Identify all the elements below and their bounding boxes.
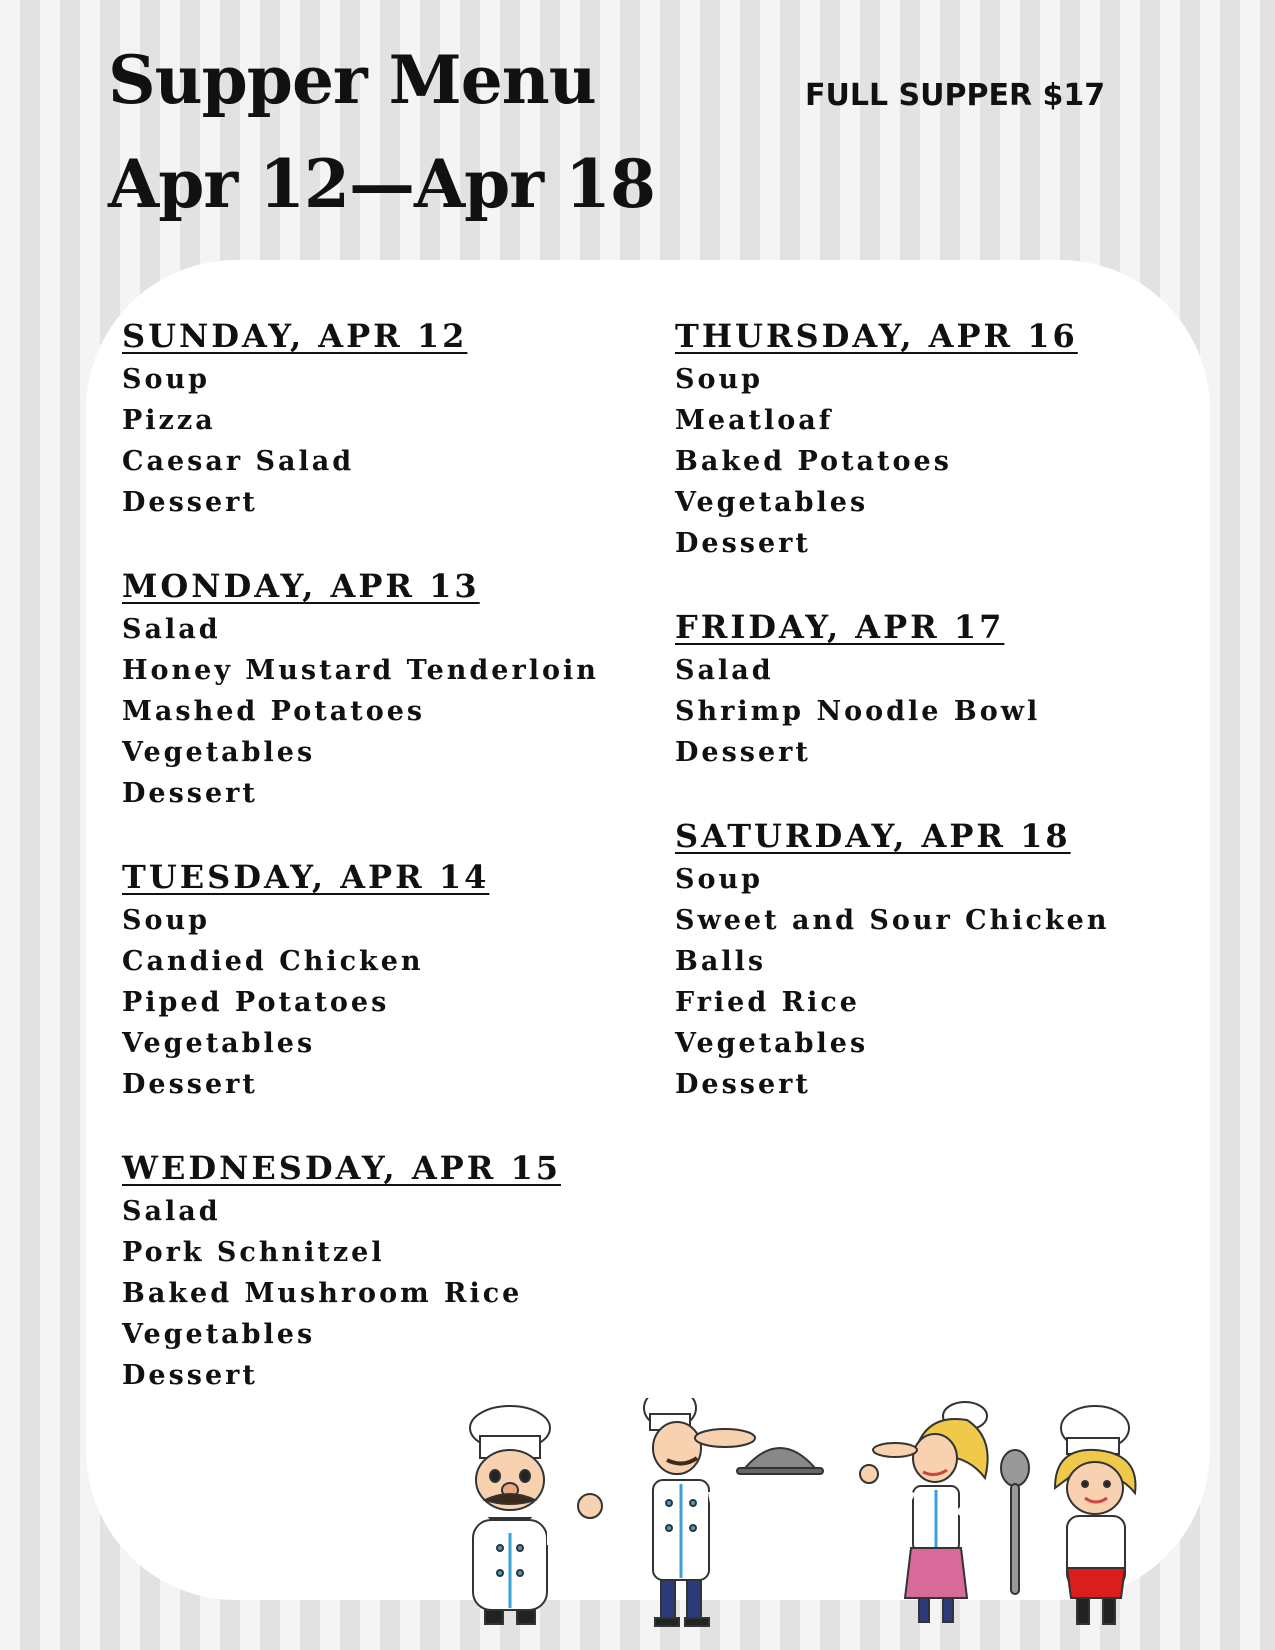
day-heading: SATURDAY, APR 18: [675, 817, 1071, 855]
day-heading: FRIDAY, APR 17: [675, 608, 1005, 646]
day-heading: THURSDAY, APR 16: [675, 317, 1078, 355]
day-saturday: [675, 815, 1235, 1105]
menu-item: Piped Potatoes: [122, 987, 390, 1018]
menu-item: Shrimp Noodle Bowl: [675, 696, 1041, 727]
menu-item: Soup: [122, 905, 211, 936]
menu-item: Salad: [122, 614, 221, 645]
menu-item: Baked Potatoes: [675, 446, 952, 477]
day-heading: MONDAY, APR 13: [122, 567, 480, 605]
menu-item: Dessert: [675, 528, 811, 559]
menu-date-range: Apr 12—Apr 18: [108, 145, 655, 223]
day-sunday: [122, 315, 682, 523]
chef-moustache-icon: [470, 1406, 602, 1624]
menu-item: Vegetables: [122, 1028, 316, 1059]
menu-item: Candied Chicken: [122, 946, 424, 977]
menu-title-line1: Supper Menu: [108, 41, 596, 119]
day-thursday: [675, 315, 1235, 564]
menu-item: Soup: [675, 364, 764, 395]
chef-child-spoon-icon: [1001, 1406, 1136, 1624]
menu-item: Sweet and Sour Chicken: [675, 905, 1110, 936]
menu-item: Dessert: [122, 487, 258, 518]
day-heading: TUESDAY, APR 14: [122, 858, 490, 896]
menu-item: Caesar Salad: [122, 446, 355, 477]
menu-item: Honey Mustard Tenderloin: [122, 655, 599, 686]
menu-item: Dessert: [122, 1360, 258, 1391]
menu-item: Dessert: [675, 737, 811, 768]
menu-column-right: [675, 315, 1235, 1147]
day-monday: [122, 565, 682, 814]
menu-item: Dessert: [122, 778, 258, 809]
menu-column-left: [122, 315, 682, 1438]
menu-item: Fried Rice: [675, 987, 860, 1018]
menu-item: Meatloaf: [675, 405, 834, 436]
menu-item: Vegetables: [675, 487, 869, 518]
menu-item: Vegetables: [122, 1319, 316, 1350]
menu-item: Dessert: [122, 1069, 258, 1100]
menu-item: Balls: [675, 946, 767, 977]
day-friday: [675, 606, 1235, 773]
day-wednesday: [122, 1147, 682, 1396]
menu-item: Pizza: [122, 405, 216, 436]
full-supper-price: FULL SUPPER $17: [805, 78, 1106, 113]
menu-item: Pork Schnitzel: [122, 1237, 385, 1268]
chef-cloche-icon: [644, 1398, 823, 1626]
menu-item: Baked Mushroom Rice: [122, 1278, 523, 1309]
chefs-illustration-icon: [455, 1398, 1175, 1630]
menu-item: Salad: [122, 1196, 221, 1227]
day-tuesday: [122, 856, 682, 1105]
menu-item: Soup: [122, 364, 211, 395]
menu-title: [108, 28, 655, 236]
menu-item: Salad: [675, 655, 774, 686]
menu-item: Vegetables: [675, 1028, 869, 1059]
menu-item: Soup: [675, 864, 764, 895]
menu-item: Dessert: [675, 1069, 811, 1100]
menu-item: Mashed Potatoes: [122, 696, 426, 727]
chef-woman-icon: [860, 1402, 988, 1622]
menu-item: Vegetables: [122, 737, 316, 768]
day-heading: SUNDAY, APR 12: [122, 317, 468, 355]
day-heading: WEDNESDAY, APR 15: [122, 1149, 561, 1187]
